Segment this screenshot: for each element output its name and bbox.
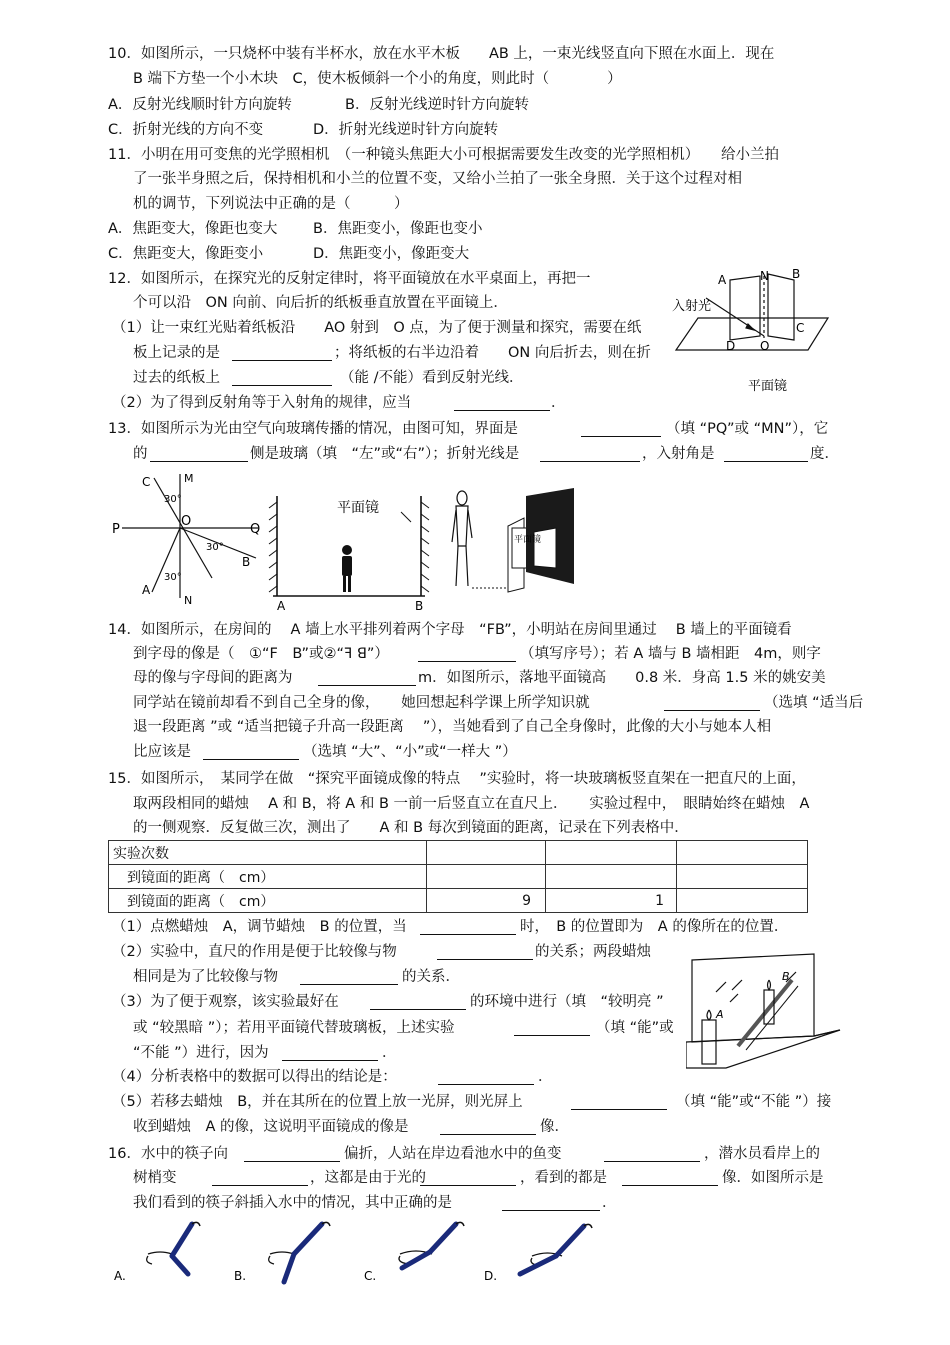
q16-option-d-label: D. [484, 1269, 498, 1283]
q13-stem-line2b: 侧是玻璃（填 “左”或“右”）；折射光线是 [250, 446, 520, 462]
q16-stem-line2c: ，看到的都是 [520, 1170, 607, 1186]
q16-stem-line1b: 偏折，人站在岸边看池水中的鱼变 [344, 1146, 562, 1162]
q15-stem-line3: 的一侧观察．反复做三次，测出了 A 和 B 每次到镜面的距离，记录在下列表格中． [133, 820, 689, 836]
table-cell: 1 [546, 889, 677, 913]
fig15-label-a: A [716, 1008, 724, 1021]
fig13-label-n: N [184, 594, 193, 607]
mirror-plane [676, 318, 828, 350]
q15-sub2-d: 的关系． [402, 969, 460, 985]
q14-answer-blank-4[interactable] [203, 743, 299, 760]
chopstick-above-icon [430, 1224, 456, 1252]
q15-stem-line2: 取两段相同的蜡烛 A 和 B，将 A 和 B 一前一后竖直立在直尺上． 实验过程中， 眼睛始终在蜡烛 A [133, 796, 810, 812]
q13-stem-line1a: 13．如图所示为光由空气向玻璃传播的情况，由图可知，界面是 [108, 421, 518, 437]
q12-part2-line-a: （2）为了得到反射角等于入射角的规律，应当 [112, 395, 412, 411]
chopstick-above-icon [294, 1224, 322, 1254]
table-cell: 到镜面的距离（ cm） [109, 865, 427, 889]
table-cell [427, 865, 546, 889]
q11-stem-line2: 了一张半身照之后，保持相机和小兰的位置不变，又给小兰拍了一张全身照．关于这个过程对相 [133, 171, 742, 187]
q14-answer-blank-3[interactable] [664, 694, 760, 711]
paper-board-right [768, 274, 794, 340]
q14-stem-line2b: （填写序号）；若 A 墙与 B 墙相距 4m，则字 [520, 646, 821, 662]
q15-answer-blank-8[interactable] [571, 1093, 667, 1110]
ray-arrow-icon [746, 324, 754, 330]
q16-answer-blank-4[interactable] [420, 1169, 516, 1186]
candle-b-flame-icon [768, 980, 771, 990]
q10-stem-line1: 10．如图所示，一只烧杯中装有半杯水，放在水平木板 AB 上，一束光线竖直向下照在水面上．现在 [108, 46, 775, 62]
q15-answer-blank-7[interactable] [438, 1068, 534, 1085]
q14-floor-mirror-figure [446, 488, 586, 600]
q13-answer-blank-1[interactable] [581, 420, 661, 437]
q16-stem-line2d: 像．如图所示是 [722, 1170, 824, 1186]
fig13-label-a: A [142, 583, 151, 597]
q12-answer-blank-2[interactable] [232, 369, 332, 386]
q16-stem-line2a: 树梢变 [133, 1170, 177, 1186]
q12-answer-blank-1[interactable] [232, 344, 332, 361]
q15-sub5-c: 收到蜡烛 A 的像，这说明平面镜成的像是 [133, 1119, 409, 1135]
q15-sub3-f: ． [382, 1045, 397, 1061]
q15-candle-figure [686, 950, 844, 1072]
q13-stem-line2c: ，入射角是 [642, 446, 715, 462]
q15-sub3-e: “不能 ”）进行，因为 [133, 1045, 269, 1061]
fig15-label-b: B [782, 970, 790, 983]
q16-option-d-figure[interactable] [482, 1220, 602, 1286]
q11-stem-line3: 机的调节，下列说法中正确的是（ ） [133, 196, 409, 212]
q14-stem-line2a: 到字母的像是（ ①“F B”或②“ꟻ ꓭ”） [133, 646, 389, 662]
table-row [109, 865, 808, 889]
chopstick-below-icon [402, 1252, 430, 1268]
q12-part1-line2b: ；将纸板的右半边沿着 ON 向后折去，则在折 [334, 345, 651, 361]
q15-sub4-b: ． [538, 1069, 553, 1085]
q15-answer-blank-4[interactable] [370, 993, 466, 1010]
q12-part1-line1: （1）让一束红光贴着纸板沿 AO 射到 O 点，为了便于测量和探究，需要在纸 [112, 320, 642, 336]
q12-part1-line3a: 过去的纸板上 [133, 370, 220, 386]
chopstick-below-icon [284, 1254, 294, 1282]
q13-stem-line1b: （填 “PQ”或 “MN”），它 [666, 421, 829, 437]
standing-woman-icon [452, 491, 472, 586]
table-cell: 实验次数 [109, 841, 427, 865]
q15-sub4-a: （4）分析表格中的数据可以得出的结论是： [112, 1069, 397, 1085]
q15-sub2-b: 的关系；两段蜡烛 [535, 944, 651, 960]
q16-answer-blank-2[interactable] [604, 1145, 700, 1162]
q10-option-d: D．折射光线逆时针方向旋转 [313, 122, 499, 138]
q13-answer-blank-3[interactable] [540, 445, 640, 462]
q15-stem-line1: 15．如图所示， 某同学在做 “探究平面镜成像的特点 ”实验时，将一块玻璃板竖直架在一把直尺的上面， [108, 771, 806, 787]
q14-stem-line6b: （选填 “大”、“小”或“一样大 ”） [303, 744, 517, 760]
q15-answer-blank-3[interactable] [300, 968, 398, 985]
table-cell [677, 841, 808, 865]
fig13-label-q: Q [250, 522, 261, 537]
q13-stem-line2d: 度． [810, 446, 839, 462]
q15-data-table [108, 840, 808, 913]
q16-answer-blank-3[interactable] [212, 1169, 308, 1186]
q12-stem-line2: 个可以沿 ON 向前、向后折的纸板垂直放置在平面镜上． [133, 295, 508, 311]
q14-stem-line5: 退一段距离 ”或 “适当把镜子升高一段距离 ”），当她看到了自己全身像时，此像的大小与她本人相 [133, 719, 772, 735]
q11-stem-line1: 11．小明在用可变焦的光学照相机 （一种镜头焦距大小可根据需要发生改变的光学照相机） 给小兰拍 [108, 147, 779, 163]
q14-stem-line4a: 同学站在镜前却看不到自己全身的像， 她回想起科学课上所学知识就 [133, 695, 590, 711]
incident-ray [706, 298, 764, 336]
fig14b-mirror-label: 平面镜 [514, 535, 542, 545]
table-cell [546, 865, 677, 889]
q15-sub5-b: （填 “能”或“不能 ”）接 [676, 1094, 832, 1110]
fig12-label-c: C [796, 321, 805, 335]
fig12-label-d: D [726, 339, 736, 353]
q15-sub3-a: （3）为了便于观察，该实验最好在 [112, 994, 339, 1010]
fig13-angle-1: 30° [164, 494, 182, 505]
table-cell: 到镜面的距离（ cm） [109, 889, 427, 913]
q14-stem-line3b: m．如图所示，落地平面镜高 0.8 米．身高 1.5 米的姚安美 [418, 670, 826, 686]
q14-stem-line4b: （选填 “适当后 [764, 695, 864, 711]
table-cell [677, 865, 808, 889]
q13-answer-blank-2[interactable] [150, 445, 248, 462]
q15-sub3-d: （填 “能”或 [596, 1020, 674, 1036]
q10-option-a: A．反射光线顺时针方向旋转 [108, 97, 292, 113]
q13-stem-line2a: 的 [133, 446, 148, 462]
fig13-angle-2: 30° [206, 542, 224, 553]
q16-answer-blank-6[interactable] [502, 1194, 600, 1211]
q15-answer-blank-6[interactable] [282, 1044, 378, 1061]
fig12-incident-label: 入射光 [672, 299, 712, 314]
q12-part1-line2a: 板上记录的是 [133, 345, 220, 361]
q15-sub5-d: 像． [540, 1119, 569, 1135]
q11-option-a: A．焦距变大，像距也变大 [108, 221, 278, 237]
chopstick-below-icon [172, 1256, 188, 1274]
table-cell [427, 841, 546, 865]
q11-option-c: C．焦距变大，像距变小 [108, 246, 264, 262]
fig13-label-b: B [242, 555, 251, 569]
q13-refraction-figure [108, 470, 268, 610]
q16-option-c-figure[interactable] [360, 1220, 480, 1286]
q15-sub3-c: 或 “较黑暗 ”）；若用平面镜代替玻璃板，上述实验 [133, 1020, 455, 1036]
q15-answer-blank-5[interactable] [514, 1019, 590, 1036]
q10-stem-line2: B 端下方垫一个小木块 C，使木板倾斜一个小的角度，则此时（ ） [133, 71, 622, 87]
q16-stem-line3b: ． [602, 1195, 617, 1211]
fig12-label-o: O [760, 339, 770, 353]
fig13-label-m: M [184, 472, 194, 485]
table-cell: 9 [427, 889, 546, 913]
q15-sub3-b: 的环境中进行（填 “较明亮 ” [470, 994, 664, 1010]
chopstick-above-icon [172, 1224, 192, 1256]
q14-stem-line3a: 母的像与字母间的距离为 [133, 670, 293, 686]
q16-stem-line1a: 16．水中的筷子向 [108, 1146, 228, 1162]
q12-stem-line1: 12．如图所示，在探究光的反射定律时，将平面镜放在水平桌面上，再把一 [108, 271, 591, 287]
q12-part2-line-b: ． [551, 395, 566, 411]
table-cell [677, 889, 808, 913]
q14-stem-line1: 14．如图所示，在房间的 A 墙上水平排列着两个字母 “FB”，小明站在房间里通过 B 墙上的平面镜看 [108, 622, 792, 638]
q12-part1-line3b: （能 /不能）看到反射光线． [340, 370, 524, 386]
fig14-mirror-label: 平面镜 [337, 500, 379, 516]
q11-option-b: B．焦距变小，像距也变小 [313, 221, 483, 237]
fig12-label-a: A [718, 273, 727, 287]
q16-answer-blank-1[interactable] [244, 1145, 340, 1162]
chopstick-below-icon [520, 1256, 556, 1274]
table-row [109, 889, 808, 913]
q14-room-figure [265, 486, 450, 612]
q15-answer-blank-1[interactable] [420, 918, 516, 935]
q15-sub2-c: 相同是为了比较像与物 [133, 969, 278, 985]
q16-stem-line1c: ，潜水员看岸上的 [704, 1146, 820, 1162]
q16-option-a-label: A. [114, 1269, 126, 1283]
candle-a-flame-icon [707, 1010, 711, 1020]
q15-sub5-a: （5）若移去蜡烛 B，并在其所在的位置上放一光屏，则光屏上 [112, 1094, 523, 1110]
q11-option-d: D．焦距变小，像距变大 [313, 246, 470, 262]
q15-sub1-b: 时， B 的位置即为 A 的像所在的位置． [520, 919, 789, 935]
q16-option-b-figure[interactable] [232, 1220, 352, 1286]
q15-sub1-a: （1）点燃蜡烛 A，调节蜡烛 B 的位置，当 [112, 919, 407, 935]
table-row [109, 841, 808, 865]
fig13-label-p: P [112, 522, 120, 537]
q14-answer-blank-1[interactable] [418, 645, 516, 662]
q16-answer-blank-5[interactable] [622, 1169, 718, 1186]
fig12-label-n: N [760, 269, 769, 283]
q12-reflection-figure [668, 266, 840, 394]
q14-stem-line6a: 比应该是 [133, 744, 191, 760]
q12-answer-blank-3[interactable] [454, 394, 550, 411]
person-silhouette-icon [342, 545, 352, 592]
fig14-label-a: A [277, 599, 286, 612]
q15-answer-blank-9[interactable] [440, 1118, 536, 1135]
q16-stem-line3a: 我们看到的筷子斜插入水中的情况，其中正确的是 [133, 1195, 452, 1211]
table-surface [686, 1030, 840, 1068]
fig12-mirror-label: 平面镜 [748, 379, 788, 394]
fig13-label-o: O [181, 514, 192, 529]
q16-stem-line2b: ，这都是由于光的 [310, 1170, 426, 1186]
fig13-angle-3: 30° [164, 572, 182, 583]
chopstick-above-icon [556, 1226, 584, 1256]
q15-answer-blank-2[interactable] [437, 943, 533, 960]
q10-option-c: C．折射光线的方向不变 [108, 122, 264, 138]
q14-answer-blank-2[interactable] [318, 669, 416, 686]
q16-option-c-label: C. [364, 1269, 377, 1283]
q16-option-b-label: B. [234, 1269, 247, 1283]
fig13-label-c: C [142, 475, 151, 489]
fig12-label-b: B [792, 267, 801, 281]
q15-sub2-a: （2）实验中，直尺的作用是便于比较像与物 [112, 944, 397, 960]
fig14-label-b: B [415, 599, 424, 612]
q10-option-b: B．反射光线逆时针方向旋转 [345, 97, 529, 113]
mirror-inset [534, 528, 556, 568]
q16-option-a-figure[interactable] [108, 1220, 228, 1286]
q13-answer-blank-4[interactable] [724, 445, 808, 462]
table-cell [546, 841, 677, 865]
